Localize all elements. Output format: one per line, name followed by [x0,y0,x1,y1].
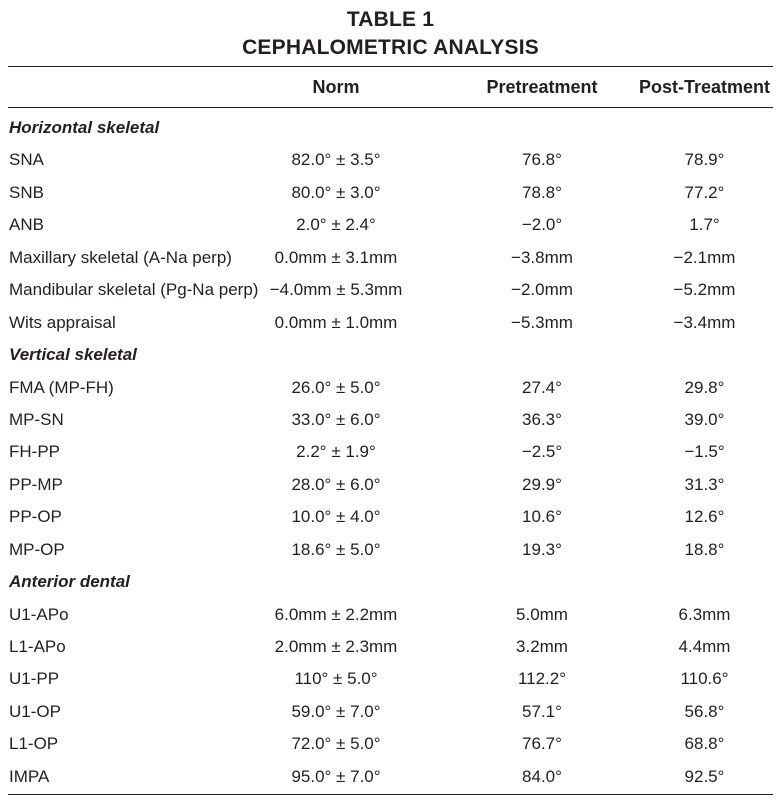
column-header-norm: Norm [312,77,360,97]
norm-value: 72.0° ± 5.0° [291,734,381,754]
table-row [0,600,781,632]
norm-value: 28.0° ± 6.0° [291,474,381,494]
table-row [0,373,781,405]
table-row [0,632,781,664]
norm-value: 2.2° ± 1.9° [296,442,376,462]
pretreatment-value: 57.1° [522,701,562,721]
row-label: U1-APo [9,604,69,624]
row-label: L1-OP [9,734,59,754]
pretreatment-value: 76.7° [522,734,562,754]
pretreatment-value: −2.0° [521,215,563,235]
table-row [0,210,781,242]
post-treatment-value: 4.4mm [678,637,731,656]
column-header-post-treatment: Post-Treatment [638,77,771,97]
row-label: IMPA [9,766,50,786]
norm-value: 95.0° ± 7.0° [291,766,381,786]
norm-value: 2.0mm ± 2.3mm [274,637,398,656]
row-label: PP-MP [9,474,63,494]
section-heading: Vertical skeletal [9,345,137,365]
post-treatment-value: 92.5° [684,766,725,786]
pretreatment-value: −5.3mm [511,312,573,332]
post-treatment-value: 29.8° [684,377,725,397]
section-row [0,340,781,372]
row-label: MP-SN [9,409,64,429]
table-row [0,178,781,210]
norm-value: 2.0° ± 2.4° [296,215,376,235]
row-label: FH-PP [9,442,60,462]
norm-value: 26.0° ± 5.0° [291,377,381,397]
post-treatment-value: 110.6° [680,669,729,689]
post-treatment-value: 77.2° [684,182,725,202]
section-heading: Anterior dental [9,572,130,592]
pretreatment-value: 76.8° [522,150,562,170]
post-treatment-value: 12.6° [684,507,725,527]
pretreatment-value: 78.8° [522,182,562,202]
table-body [0,113,781,794]
section-row [0,567,781,599]
post-treatment-value: 68.8° [684,734,725,754]
row-label: FMA (MP-FH) [9,377,114,397]
norm-value: 110° ± 5.0° [294,669,378,689]
header-rule [8,107,773,108]
row-label: Wits appraisal [9,312,116,332]
post-treatment-value: 1.7° [689,215,720,235]
row-label: SNB [9,182,44,202]
pretreatment-value: 10.6° [522,507,562,527]
table-row [0,308,781,340]
post-treatment-value: −1.5° [684,442,725,462]
table-row [0,437,781,469]
post-treatment-value: 31.3° [684,474,725,494]
norm-value: 18.6° ± 5.0° [291,539,381,559]
pretreatment-value: −2.5° [521,442,563,462]
table-number: TABLE 1 [346,8,435,31]
norm-value: 80.0° ± 3.0° [291,182,381,202]
table-row [0,502,781,534]
top-rule [8,66,773,67]
table-row [0,145,781,177]
table-row [0,275,781,307]
row-label: L1-APo [9,637,66,656]
row-label: Mandibular skeletal (Pg-Na perp) [9,280,259,300]
pretreatment-value: 84.0° [522,766,562,786]
norm-value: 6.0mm ± 2.2mm [274,604,398,624]
post-treatment-value: −3.4mm [673,312,736,332]
table-row [0,664,781,696]
row-label: U1-PP [9,669,60,689]
row-label: SNA [9,150,44,170]
post-treatment-value: 18.8° [684,539,725,559]
table-row [0,762,781,794]
norm-value: 59.0° ± 7.0° [291,701,381,721]
row-label: Maxillary skeletal (A-Na perp) [9,247,232,267]
row-label: ANB [9,215,44,235]
norm-value: 0.0mm ± 1.0mm [274,312,398,332]
table-row [0,729,781,761]
row-label: PP-OP [9,507,62,527]
row-label: MP-OP [9,539,65,559]
pretreatment-value: 27.4° [522,377,562,397]
pretreatment-value: 19.3° [522,539,562,559]
pretreatment-value: 29.9° [522,474,562,494]
pretreatment-value: 112.2° [517,669,567,689]
pretreatment-value: 3.2mm [516,637,568,656]
pretreatment-value: −2.0mm [511,280,573,300]
post-treatment-value: 56.8° [684,701,725,721]
post-treatment-value: 39.0° [684,409,725,429]
norm-value: 10.0° ± 4.0° [291,507,381,527]
post-treatment-value: 78.9° [684,150,725,170]
norm-value: −4.0mm ± 5.3mm [269,280,403,300]
table-row [0,243,781,275]
norm-value: 82.0° ± 3.5° [291,150,381,170]
post-treatment-value: 6.3mm [678,604,731,624]
section-heading: Horizontal skeletal [9,118,160,137]
pretreatment-value: 36.3° [522,409,562,429]
norm-value: 0.0mm ± 3.1mm [274,247,398,267]
table-title: CEPHALOMETRIC ANALYSIS [242,36,539,59]
pretreatment-value: −3.8mm [511,247,573,267]
pretreatment-value: 5.0mm [516,604,568,624]
post-treatment-value: −5.2mm [673,280,736,300]
row-label: U1-OP [9,701,61,721]
table-row [0,535,781,567]
post-treatment-value: −2.1mm [673,247,736,267]
table-row [0,405,781,437]
table-row [0,470,781,502]
norm-value: 33.0° ± 6.0° [291,409,381,429]
column-header-pretreatment: Pretreatment [486,77,598,97]
bottom-rule [8,794,773,795]
section-row [0,113,781,145]
table-row [0,697,781,729]
